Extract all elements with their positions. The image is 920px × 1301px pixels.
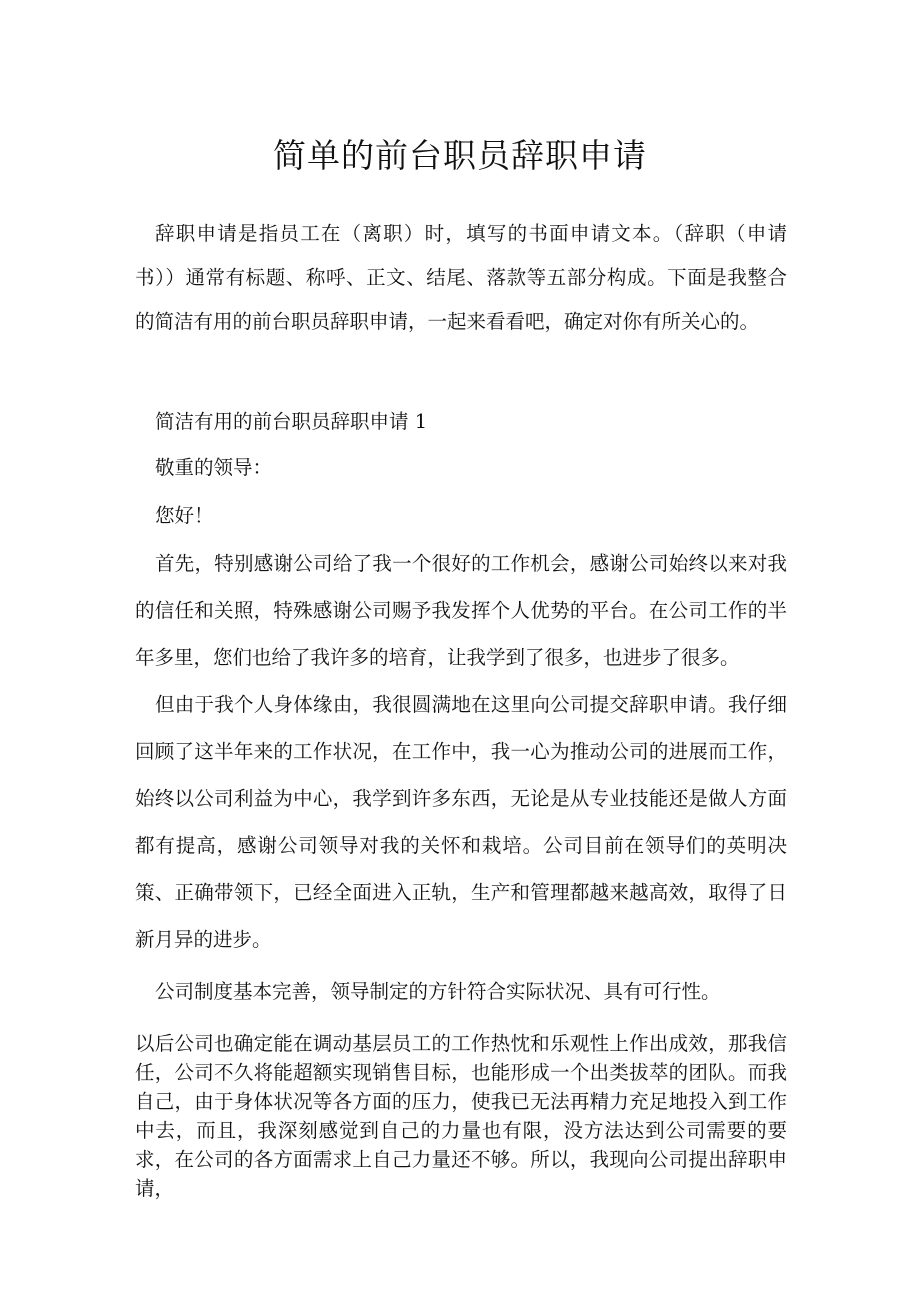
body-paragraph: 首先，特别感谢公司给了我一个很好的工作机会，感谢公司始终以来对我的信任和关照，特殊感谢公司赐予我发挥个人优势的平台。在公司工作的半年多里，您们也给了我许多的培育，让我学到了很多，也进步了很多。	[135, 552, 787, 669]
body-paragraph: 但由于我个人身体缘由，我很圆满地在这里向公司提交辞职申请。我仔细回顾了这半年来的工作状况，在工作中，我一心为推动公司的进展而工作，始终以公司利益为中心，我学到许多东西，无论是从专业技能还是做人方面都有提高，感谢公司领导对我的关怀和栽培。公司目前在领导们的英明决策、正确带领下，已经全面进入正轨，生产和管理都越来越高效，取得了日新月异的进步。	[135, 693, 787, 951]
document-title: 简单的前台职员辞职申请	[273, 136, 647, 175]
document-body	[135, 212, 787, 1203]
salutation: 敬重的领导：	[155, 456, 273, 479]
body-paragraph: 以后公司也确定能在调动基层员工的工作热忱和乐观性上作出成效，那我信任，公司不久将能超额实现销售目标，也能形成一个出类拔萃的团队。而我自己，由于身体状况等各方面的压力，使我已无法再精力充足地投入到工作中去，而且，我深刻感觉到自己的力量也有限，没方法达到公司需要的要求，在公司的各方面需求上自己力量还不够。所以，我现向公司提出辞职申请，	[135, 1032, 787, 1200]
intro-paragraph: 辞职申请是指员工在（离职）时，填写的书面申请文本。（辞职（申请书））通常有标题、称呼、正文、结尾、落款等五部分构成。下面是我整合的简洁有用的前台职员辞职申请，一起来看看吧，确定对你有所关心的。	[135, 222, 787, 333]
section-heading: 简洁有用的前台职员辞职申请 1	[155, 410, 428, 433]
body-paragraph: 公司制度基本完善，领导制定的方针符合实际状况、具有可行性。	[155, 980, 721, 1003]
greeting: 您好！	[155, 504, 214, 527]
